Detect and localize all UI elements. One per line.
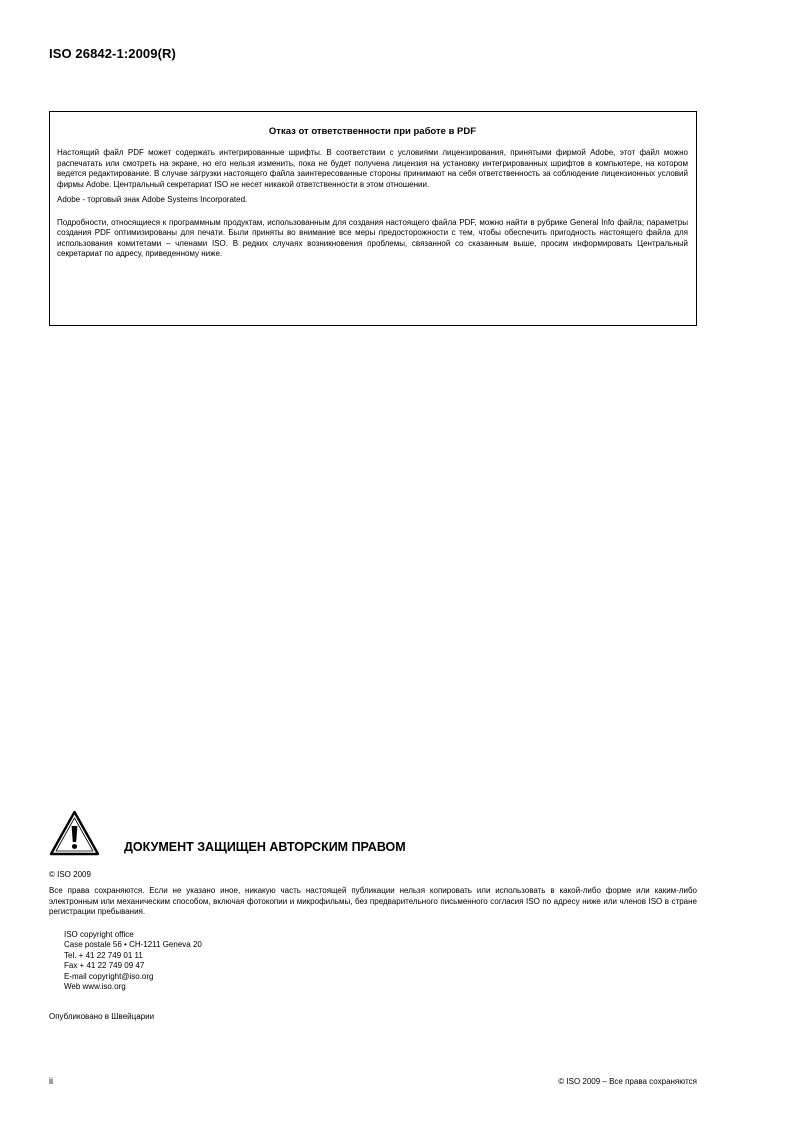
document-id: ISO 26842-1:2009(R)	[49, 46, 176, 61]
footer-copyright: © ISO 2009 – Все права сохраняются	[558, 1077, 697, 1086]
address-web: Web www.iso.org	[64, 982, 126, 992]
disclaimer-title: Отказ от ответственности при работе в PDF	[268, 126, 477, 137]
published-in: Опубликовано в Швейцарии	[49, 1012, 155, 1021]
address-phone: Tel. + 41 22 749 01 11	[64, 950, 143, 960]
page-number: ii	[49, 1076, 53, 1086]
disclaimer-paragraph: Настоящий файл PDF может содержать интегрированные шрифты. В соответствии с условиями лицензирования, принятыми фирмой Adobe, этот файл можно распечатать или смотреть на экране, но его нельзя изменить, пока не будет получена лицензия на установку интегрированных шрифтов в компьютере, на котором ведется редактирование. В случае загрузки настоящего файла заинтересованные стороны принимают на себя ответственность за соблюдение лицензионных условий фирмы Adobe. Центральный секретариат ISO не несет никакой ответственности в этом отношении.	[57, 148, 688, 189]
disclaimer-paragraph: Подробности, относящиеся к программным продуктам, использованным для создания настоящего файла PDF, можно найти в рубрике General Info файла; параметры создания PDF оптимизированы для печати. Были приняты во внимание все меры предосторожности с тем, чтобы обеспечить пригодность настоящего файла для использования комитетами – членами ISO. В редких случаях возникновения проблемы, связанной со сказанным выше, просим информировать Центральный секретариат по адресу, приведенному ниже.	[57, 217, 689, 258]
address-line: Case postale 56 • CH-1211 Geneva 20	[64, 940, 202, 950]
copyright-office-address	[64, 930, 202, 992]
pdf-disclaimer-box	[49, 111, 697, 326]
copyright-year: © ISO 2009	[49, 870, 91, 879]
rights-statement: Все права сохраняются. Если не указано иное, никакую часть настоящей публикации нельзя копировать или использовать в какой-либо форме или каким-либо электронным или механическим способом, включая фотокопии и микрофильмы, без предварительного письменного согласия ISO по адресу ниже или членов ISO в стране регистрации пребывания.	[49, 886, 697, 916]
copyright-heading: ДОКУМЕНТ ЗАЩИЩЕН АВТОРСКИМ ПРАВОМ	[124, 840, 406, 854]
address-fax: Fax + 41 22 749 09 47	[64, 961, 145, 971]
address-line: ISO copyright office	[64, 930, 134, 939]
disclaimer-paragraph: Adobe - торговый знак Adobe Systems Incorporated.	[57, 195, 248, 204]
address-email: E-mail copyright@iso.org	[64, 971, 154, 981]
warning-icon	[49, 810, 100, 856]
